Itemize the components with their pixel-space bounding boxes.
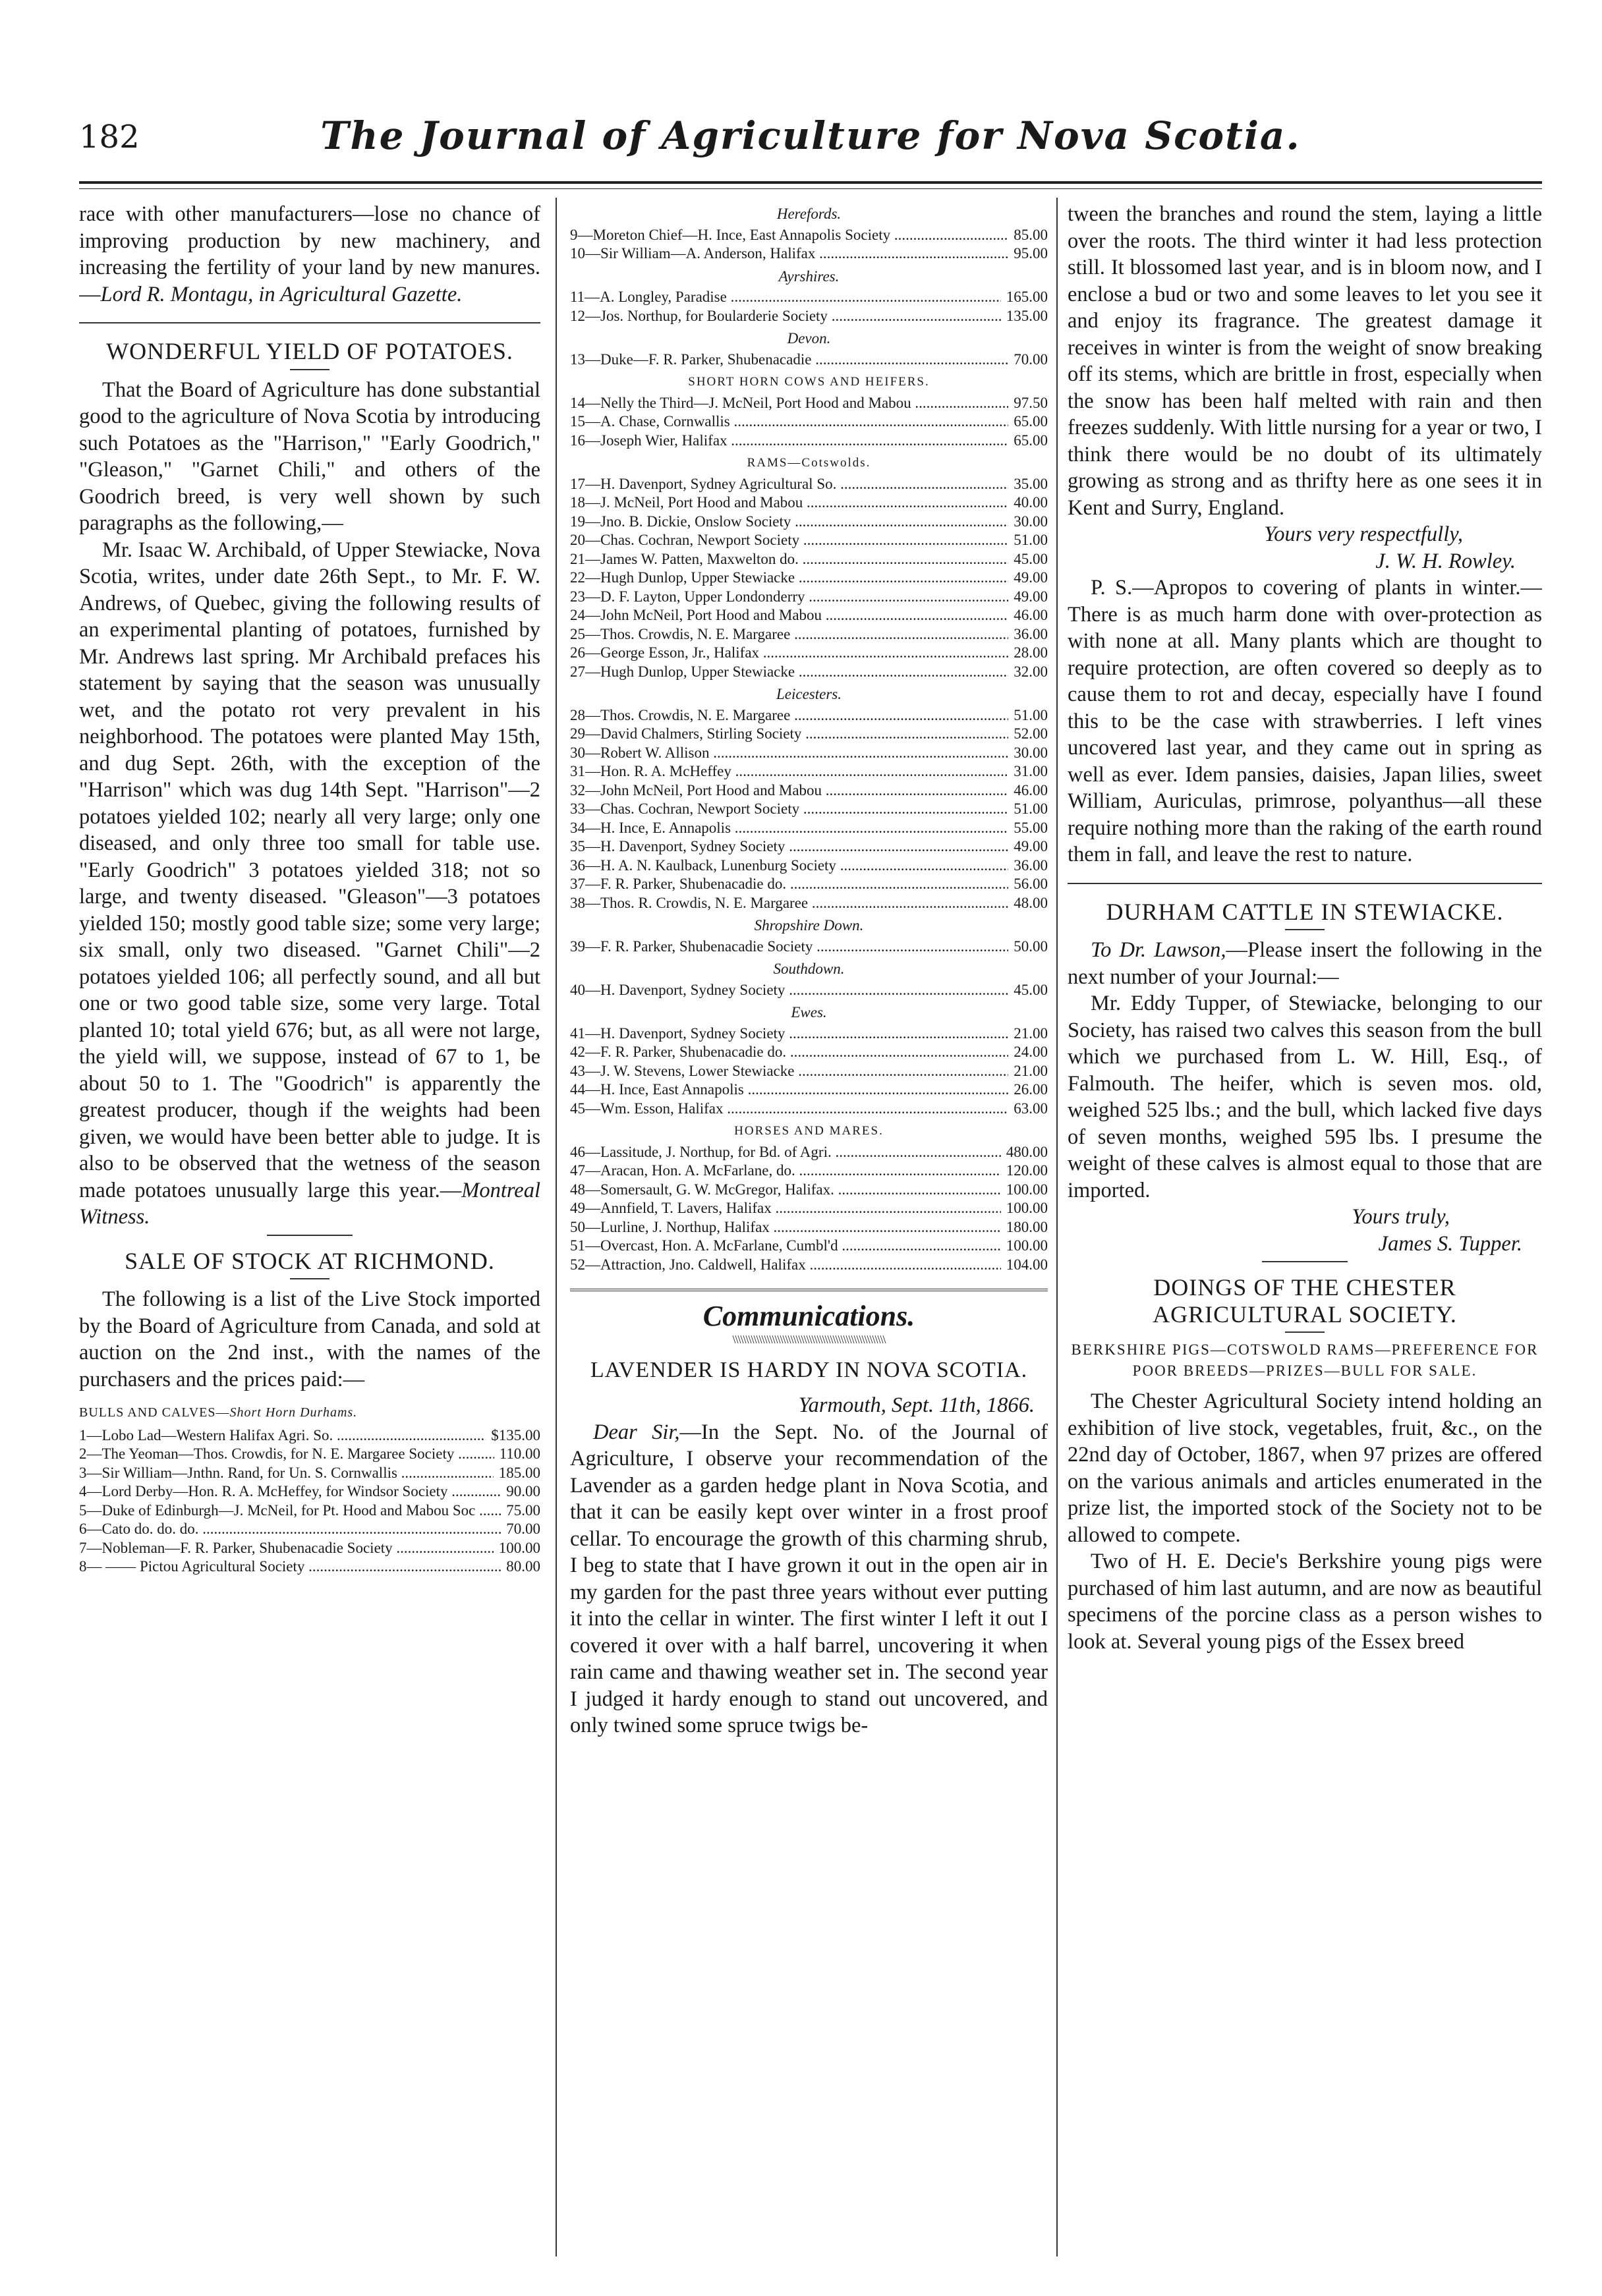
stock-entry-price: 110.00 [499,1445,540,1462]
stock-row [79,1557,540,1577]
stock-row [570,1256,1048,1275]
lavender-salutation: Dear Sir, [593,1420,680,1444]
stock-entry-name: 10—Sir William—A. Anderson, Halifax ..... [570,244,1008,264]
stock-category-title: Leicesters. [776,686,842,702]
stock-entry-name: 16—Joseph Wier, Halifax ..... [570,432,1008,451]
stock-row [79,1426,540,1445]
section-rule [570,1289,1048,1293]
stock-row [570,663,1048,682]
lavender-heading: LAVENDER IS HARDY IN NOVA SCOTIA. [590,1358,1028,1382]
stock-row [570,1218,1048,1237]
postscript: P. S.—Apropos to covering of plants in winter.—There is as much harm done with over-protection as with none at all. Many plants which are thought to require protection, are often covered so deeply as to cause them to rot and decay, especially have I found this to be the case with strawberries. I left vines uncovered last year, and they came out in spring as well as ever. Idem pansies, daisies, Japan lilies, sweet William, Auriculas, primrose, polyanthus—all these require nothing more than the raking of the earth round them in fall, and leave the rest to nature. [1068,576,1542,866]
stock-entry-name: 38—Thos. R. Crowdis, N. E. Margaree ..... [570,894,1008,913]
durham-addressee: To Dr. Lawson, [1091,938,1226,962]
header-rule-thin [79,188,1542,189]
stock-row [570,307,1048,326]
lavender-continuation: tween the branches and round the stem, laying a little over the roots. The third winter it had less protection still. It blossomed last year, and is in bloom now, and I enclose a bud or two and some leaves to let you see it and enjoy its fragrance. The greatest damage it receives in winter is from the weight of snow breaking off its stems, which are brittle in frost, especially when the snow has been half melted with rain and then freezes suddenly. With little nursing for a year or two, I think there would be no doubt of its ultimately growing as strong and as thrifty here as one sees it in Kent and Surry, England. [1068,202,1542,520]
stock-entry-price: 90.00 [506,1483,540,1499]
stock-entry-price: 65.00 [1014,432,1048,449]
stock-entry-name: 51—Overcast, Hon. A. McFarlane, Cumbl'd ..... [570,1237,1001,1256]
stock-entry-name: 39—F. R. Parker, Shubenacadie Society ..... [570,938,1008,957]
communications-heading: Communications. [702,1300,915,1332]
stock-entry-price: 46.00 [1014,607,1048,623]
stock-entry-name: 44—H. Ince, East Annapolis ..... [570,1080,1008,1100]
stock-entry-price: 480.00 [1006,1143,1048,1160]
stock-entry-name: 15—A. Chase, Cornwallis ..... [570,412,1008,432]
caption-text: BULLS AND CALVES— [79,1405,230,1420]
stock-row [570,625,1048,644]
heading-rule [290,1278,329,1279]
stock-row [570,744,1048,763]
stock-entry-price: 26.00 [1014,1081,1048,1098]
stock-entry-price: 120.00 [1006,1162,1048,1179]
sale-table [79,1426,540,1577]
stock-entry-price: 100.00 [498,1539,540,1556]
chester-subheading: BERKSHIRE PIGS—COTSWOLD RAMS—PREFERENCE FOR POOR BREEDS—PRIZES—BULL FOR SALE. [1071,1341,1539,1379]
stock-row [570,800,1048,819]
heading-rule [1285,1331,1325,1333]
stock-category-title: SHORT HORN COWS AND HEIFERS. [688,375,930,389]
stock-row [79,1464,540,1483]
stock-entry-price: 52.00 [1014,725,1048,742]
wavy-rule: \\\\\\\\\\\\\\\\\\\\\\\\\\\\\\\\\\\\\\\\\\\\\\\\\\\\\\\\\\ [732,1332,886,1346]
stock-entry-price: 45.00 [1014,981,1048,998]
lavender-dateline: Yarmouth, Sept. 11th, 1866. [798,1393,1035,1417]
stock-entry-name: 14—Nelly the Third—J. McNeil, Port Hood and Mabou ..... [570,394,1008,413]
stock-category-title: Devon. [787,330,831,347]
stock-row [570,1181,1048,1200]
stock-row [570,1062,1048,1081]
stock-entry-name: 32—John McNeil, Port Hood and Mabou ..... [570,781,1008,800]
stock-entry-name: 49—Annfield, T. Lavers, Halifax ..... [570,1199,1001,1218]
stock-row [570,288,1048,307]
stock-entry-price: 51.00 [1014,706,1048,723]
stock-entry-price: 51.00 [1014,532,1048,548]
potatoes-heading: WONDERFUL YIELD OF POTATOES. [106,338,513,364]
stock-entry-name: 33—Chas. Cochran, Newport Society ..... [570,800,1008,819]
stock-entry-price: 28.00 [1014,644,1048,661]
sale-paragraph: The following is a list of the Live Stock imported by the Board of Agriculture from Canada, and sold at auction on the 2nd inst., with the names of the purchasers and the prices paid:— [79,1287,540,1391]
stock-row [79,1482,540,1501]
stock-entry-name: 13—Duke—F. R. Parker, Shubenacadie ..... [570,350,1008,370]
stock-entry-price: 100.00 [1006,1237,1048,1254]
stock-row [570,1080,1048,1100]
stock-entry-name: 23—D. F. Layton, Upper Londonderry ..... [570,588,1008,607]
stock-row [570,244,1048,264]
stock-entry-name: 28—Thos. Crowdis, N. E. Margaree ..... [570,706,1008,725]
stock-entry-price: 45.00 [1014,550,1048,567]
stock-entry-price: 30.00 [1014,513,1048,530]
stock-row [570,432,1048,451]
stock-entry-price: 100.00 [1006,1200,1048,1216]
lavender-text: —In the Sept. No. of the Journal of Agriculture, I observe your recommendation of the Lavender as a garden hedge plant in Nova Scotia, and that it can be easily kept over winter in a frost proof cellar. To encourage the growth of this charming shrub, I beg to state that I have grown it out in the open air in my garden for the past three years without ever putting it into the cellar in winter. The first winter I left it out I covered it over with a half barrel, uncovering it when rain came and thawing weather set in. The second year I judged it hardy enough to stand out uncovered, and only twined some spruce twigs be- [570,1420,1048,1737]
stock-entry-name: 5—Duke of Edinburgh—J. McNeil, for Pt. Hood and Mabou Soc ..... [79,1501,501,1521]
stock-row [570,569,1048,588]
stock-row [570,412,1048,432]
potatoes-signature: Montreal Witness. [79,1178,540,1229]
stock-entry-price: 50.00 [1014,938,1048,955]
sale-heading: SALE OF STOCK AT RICHMOND. [125,1247,495,1274]
stock-row [570,493,1048,513]
stock-entry-price: $135.00 [491,1426,540,1443]
stock-entry-price: 55.00 [1014,819,1048,836]
stock-entry-price: 97.50 [1014,394,1048,411]
heading-rule [1285,929,1325,930]
stock-row [570,1199,1048,1218]
intro-paragraph [79,201,540,308]
stock-row [570,226,1048,245]
stock-entry-price: 135.00 [1006,307,1048,324]
stock-entry-price: 85.00 [1014,226,1048,243]
stock-entry-name: 41—H. Davenport, Sydney Society ..... [570,1024,1008,1044]
stock-entry-price: 56.00 [1014,876,1048,892]
stock-entry-price: 31.00 [1014,763,1048,779]
stock-entry-name: 26—George Esson, Jr., Halifax ..... [570,644,1008,663]
stock-row [570,856,1048,876]
stock-entry-price: 63.00 [1014,1100,1048,1117]
section-rule [1262,1261,1348,1262]
heading-rule [290,369,329,370]
stock-entry-price: 180.00 [1006,1218,1048,1235]
stock-row [570,394,1048,413]
column-divider [556,198,557,2256]
stock-entry-name: 19—Jno. B. Dickie, Onslow Society ..... [570,513,1008,532]
stock-row [570,550,1048,569]
stock-entry-price: 75.00 [506,1501,540,1519]
stock-entry-price: 65.00 [1014,413,1048,430]
stock-row [570,1143,1048,1162]
section-rule [79,322,540,323]
column-middle [570,201,1048,2256]
stock-entry-price: 49.00 [1014,588,1048,605]
stock-category-title: Ewes. [791,1004,827,1021]
header-rule [79,181,1542,184]
column-right [1068,201,1542,2256]
stock-entry-name: 12—Jos. Northup, for Boularderie Society ..... [570,307,1001,326]
stock-entry-name: 3—Sir William—Jnthn. Rand, for Un. S. Cornwallis ..... [79,1464,494,1483]
potatoes-paragraph-2 [79,537,540,1231]
page-header [79,99,1542,178]
stock-row [570,837,1048,856]
stock-entry-name: 50—Lurline, J. Northup, Halifax ..... [570,1218,1001,1237]
stock-row [570,981,1048,1000]
chester-heading: DOINGS OF THE CHESTER AGRICULTURAL SOCIETY. [1153,1274,1457,1328]
intro-text: race with other manufacturers—lose no chance of improving production by new machinery, and increasing the fertility of your land by new manures.— [79,202,540,306]
caption-italic: Short Horn Durhams. [229,1405,358,1420]
stock-row [570,819,1048,838]
stock-entry-name: 25—Thos. Crowdis, N. E. Margaree ..... [570,625,1008,644]
stock-row [570,606,1048,625]
stock-row [570,1162,1048,1181]
stock-entry-name: 34—H. Ince, E. Annapolis ..... [570,819,1008,838]
stock-entry-price: 32.00 [1014,663,1048,680]
stock-category-title: RAMS—Cotswolds. [747,456,871,470]
stock-entry-name: 45—Wm. Esson, Halifax ..... [570,1100,1008,1119]
stock-row [570,644,1048,663]
stock-entry-price: 185.00 [498,1464,540,1481]
stock-entry-name: 47—Aracan, Hon. A. McFarlane, do. ..... [570,1162,1001,1181]
stock-row [570,588,1048,607]
stock-entry-name: 1—Lobo Lad—Western Halifax Agri. So. ..... [79,1426,486,1445]
potatoes-text: Mr. Isaac W. Archibald, of Upper Stewiacke, Nova Scotia, writes, under date 26th Sept., to Mr. F. W. Andrews, of Quebec, giving the following results of an experimental planting of potatoes, furnished by Mr. Andrews last spring. Mr Archibald prefaces his statement by saying that the season was unusually wet, and the potato rot very prevalent in his neighborhood. The potatoes were planted May 15th, and dug Sept. 26th, with the exception of the "Harrison" which was dug 14th Sept. "Harrison"—2 potatoes yielded 102; nearly all very large; only one diseased, and only three too small for table use. "Early Goodrich" 3 potatoes yielded 318; not so large, and twenty diseased. "Gleason"—3 potatoes yielded 150; mostly good table size; some very large; six small, only two diseased. "Garnet Chili"—2 potatoes yielded 106; all perfectly sound, and all but one or two good table size, some very large. Total planted 10; total yield 676; but, as all were not large, the yield will, we suppose, instead of 67 to 1, be about 50 to 1. The "Goodrich" is apparently the greatest producer, though if the weights had been given, we would have been better able to judge. It is also to be observed that the wetness of the season made potatoes unusually large this year.— [79,538,540,1202]
stock-category-title: Shropshire Down. [754,917,864,934]
stock-list [570,205,1048,1274]
stock-entry-price: 21.00 [1014,1024,1048,1042]
column-divider [1056,198,1058,2256]
stock-entry-name: 17—H. Davenport, Sydney Agricultural So. ..... [570,475,1008,494]
stock-entry-name: 43—J. W. Stevens, Lower Stewiacke ..... [570,1062,1008,1081]
stock-row [570,1024,1048,1044]
stock-row [570,531,1048,550]
stock-entry-price: 165.00 [1006,289,1048,305]
durham-closing: Yours truly, [1352,1205,1450,1229]
stock-entry-name: 46—Lassitude, J. Northup, for Bd. of Agri. ..... [570,1143,1001,1162]
durham-paragraph-2: Mr. Eddy Tupper, of Stewiacke, belonging to our Society, has raised two calves this season from the bull which we purchased from L. W. Hill, Esq., of Falmouth. The heifer, which is seven mos. old, weighed 525 lbs.; and the bull, which lacked five days of seven months, weighed 595 lbs. I presume the weight of these calves is almost equal to those that are imported. [1068,992,1542,1202]
stock-entry-price: 70.00 [1014,350,1048,368]
stock-entry-price: 46.00 [1014,781,1048,798]
stock-entry-price: 36.00 [1014,625,1048,642]
stock-row [570,1043,1048,1062]
durham-signature: James S. Tupper. [1378,1231,1522,1256]
stock-category-title: Ayrshires. [778,267,840,285]
section-rule [267,1235,353,1236]
stock-entry-name: 27—Hugh Dunlop, Upper Stewiacke ..... [570,663,1008,682]
stock-row [570,875,1048,894]
stock-entry-name: 6—Cato do. do. do. ..... [79,1520,501,1539]
stock-entry-price: 70.00 [506,1521,540,1537]
sale-table-caption [79,1399,540,1426]
potatoes-paragraph-1: That the Board of Agriculture has done substantial good to the agriculture of Nova Scotia by introducing such Potatoes as the "Harrison," "Early Goodrich," "Gleason," "Garnet Chili," and others of the Goodrich breed, is very well shown by such paragraphs as the following,— [79,378,540,535]
lavender-signature: J. W. H. Rowley. [1375,549,1516,573]
stock-row [570,1100,1048,1119]
stock-entry-name: 4—Lord Derby—Hon. R. A. McHeffey, for Windsor Society ..... [79,1482,501,1501]
column-left [79,201,540,2256]
stock-row [79,1501,540,1521]
section-rule [1068,883,1542,884]
stock-entry-price: 24.00 [1014,1044,1048,1060]
stock-entry-name: 42—F. R. Parker, Shubenacadie do. ..... [570,1043,1008,1062]
stock-entry-name: 30—Robert W. Allison ..... [570,744,1008,763]
stock-entry-name: 36—H. A. N. Kaulback, Lunenburg Society ..... [570,856,1008,876]
stock-row [570,1237,1048,1256]
stock-entry-price: 80.00 [506,1558,540,1575]
stock-entry-name: 24—John McNeil, Port Hood and Mabou ..... [570,606,1008,625]
stock-entry-name: 35—H. Davenport, Sydney Society ..... [570,837,1008,856]
stock-row [570,513,1048,532]
stock-category-title: HORSES AND MARES. [734,1124,884,1138]
stock-entry-name: 9—Moreton Chief—H. Ince, East Annapolis Society ..... [570,226,1008,245]
stock-entry-name: 20—Chas. Cochran, Newport Society ..... [570,531,1008,550]
stock-entry-name: 52—Attraction, Jno. Caldwell, Halifax ..... [570,1256,1001,1275]
stock-row [570,938,1048,957]
stock-entry-name: 11—A. Longley, Paradise ..... [570,288,1001,307]
stock-entry-name: 48—Somersault, G. W. McGregor, Halifax. ..... [570,1181,1001,1200]
stock-category-title: Southdown. [773,961,845,977]
stock-entry-price: 21.00 [1014,1062,1048,1079]
stock-row [570,781,1048,800]
stock-entry-name: 37—F. R. Parker, Shubenacadie do. ..... [570,875,1008,894]
stock-entry-price: 35.00 [1014,475,1048,492]
stock-entry-name: 40—H. Davenport, Sydney Society ..... [570,981,1008,1000]
stock-entry-price: 100.00 [1006,1181,1048,1198]
stock-entry-price: 48.00 [1014,894,1048,911]
stock-row [570,475,1048,494]
stock-row [79,1520,540,1539]
intro-signature: Lord R. Montagu, in Agricultural Gazette. [100,282,463,306]
stock-row [570,706,1048,725]
durham-heading: DURHAM CATTLE IN STEWIACKE. [1106,898,1504,925]
lavender-closing: Yours very respectfully, [1264,522,1463,546]
stock-entry-name: 8— —— Pictou Agricultural Society ..... [79,1557,501,1577]
stock-entry-price: 36.00 [1014,856,1048,874]
stock-row [79,1539,540,1558]
stock-entry-name: 21—James W. Patten, Maxwelton do. ..... [570,550,1008,569]
durham-paragraph-1 [1068,937,1542,990]
stock-entry-price: 49.00 [1014,569,1048,586]
stock-category-title: Herefords. [776,206,842,222]
stock-entry-price: 49.00 [1014,838,1048,854]
chester-paragraph-1: The Chester Agricultural Society intend holding an exhibition of live stock, vegetables, fruit, &c., on the 22nd day of October, 1867, when 97 prizes are offered on the various animals and articles enumerated in the prize list, the imported stock of the Society not to be allowed to compete. [1068,1389,1542,1547]
stock-row [570,725,1048,744]
stock-entry-price: 95.00 [1014,245,1048,262]
stock-entry-name: 22—Hugh Dunlop, Upper Stewiacke ..... [570,569,1008,588]
stock-entry-name: 7—Nobleman—F. R. Parker, Shubenacadie Society ..... [79,1539,494,1558]
stock-entry-price: 30.00 [1014,744,1048,761]
chester-paragraph-2: Two of H. E. Decie's Berkshire young pigs were purchased of him last autumn, and are now as beautiful specimens of the porcine class as a person wishes to look at. Several young pigs of the Essex breed [1068,1550,1542,1654]
stock-entry-price: 51.00 [1014,800,1048,817]
stock-entry-name: 18—J. McNeil, Port Hood and Mabou ..... [570,493,1008,513]
stock-entry-price: 40.00 [1014,494,1048,511]
journal-title: The Journal of Agriculture for Nova Scotia. [320,113,1301,158]
stock-row [570,894,1048,913]
stock-row [570,350,1048,370]
page-number: 182 [79,119,140,155]
stock-row [570,762,1048,781]
durham-request: —Please insert the following in the next number of your Journal:— [1068,938,1542,989]
stock-row [79,1445,540,1464]
lavender-paragraph [570,1419,1048,1739]
stock-entry-name: 31—Hon. R. A. McHeffey ..... [570,762,1008,781]
stock-entry-name: 29—David Chalmers, Stirling Society ..... [570,725,1008,744]
stock-entry-price: 104.00 [1006,1256,1048,1273]
stock-entry-name: 2—The Yeoman—Thos. Crowdis, for N. E. Margaree Society ..... [79,1445,494,1464]
